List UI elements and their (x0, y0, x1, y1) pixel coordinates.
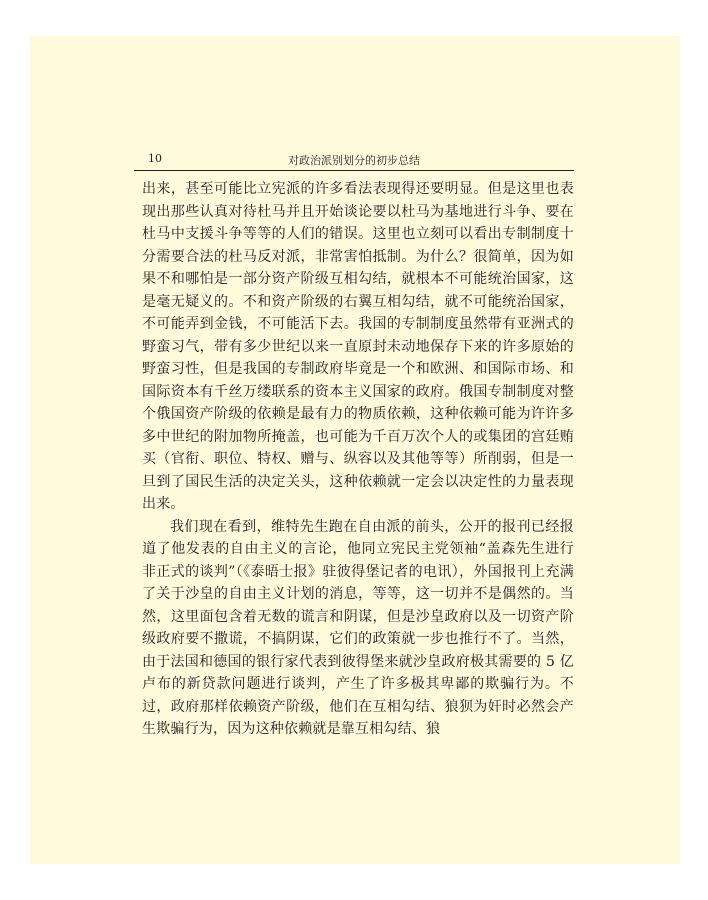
paragraph: 我们现在看到，维特先生跑在自由派的前头，公开的报刊已经报道了他发表的自由主义的言论，他同立宪民主党领袖“盖森先生进行非正式的谈判”（《泰晤士报》驻彼得堡记者的电讯），外国报刊上充满了关于沙皇的自由主义计划的消息，等等，这一切并不是偶然的。当然，这里面包含着无数的谎言和阴谋，但是沙皇政府以及一切资产阶级政府要不撒谎，不搞阴谋，它们的政策就一步也推行不了。当然，由于法国和德国的银行家代表到彼得堡来就沙皇政府极其需要的 5 亿卢布的新贷款问题进行谈判，产生了许多极其卑鄙的欺骗行为。不过，政府那样依赖资产阶级，他们在互相勾结、狼狈为奸时必然会产生欺骗行为，因为这种依赖就是靠互相勾结、狼 (142, 518, 574, 737)
running-title: 对政治派别划分的初步总结 (288, 154, 420, 167)
page-number: 10 (148, 152, 162, 165)
page-header (134, 150, 574, 171)
paragraph-continued: 出来，甚至可能比立宪派的许多看法表现得还要明显。但是这里也表现出那些认真对待杜马并且开始谈论要以杜马为基地进行斗争、要在杜马中支援斗争等等的人们的错误。这里也立刻可以看出专制制度十分需要合法的杜马反对派，非常害怕抵制。为什么？很简单，因为如果不和哪怕是一部分资产阶级互相勾结，就根本不可能统治国家，这是毫无疑义的。不和资产阶级的右翼互相勾结，就不可能统治国家，不可能弄到金钱，不可能活下去。我国的专制制度虽然带有亚洲式的野蛮习气，带有多少世纪以来一直原封未动地保存下来的许多原始的野蛮习性，但是我国的专制政府毕竟是一个和欧洲、和国际市场、和国际资本有千丝万缕联系的资本主义国家的政府。俄国专制制度对整个俄国资产阶级的依赖是最有力的物质依赖，这种依赖可能为许许多多中世纪的附加物所掩盖，也可能为千百万次个人的或集团的宫廷贿买（官衔、职位、特权、赠与、纵容以及其他等等）所削弱，但是一旦到了国民生活的决定关头，这种依赖就一定会以决定性的力量表现出来。 (142, 181, 574, 512)
body-text (142, 178, 574, 741)
